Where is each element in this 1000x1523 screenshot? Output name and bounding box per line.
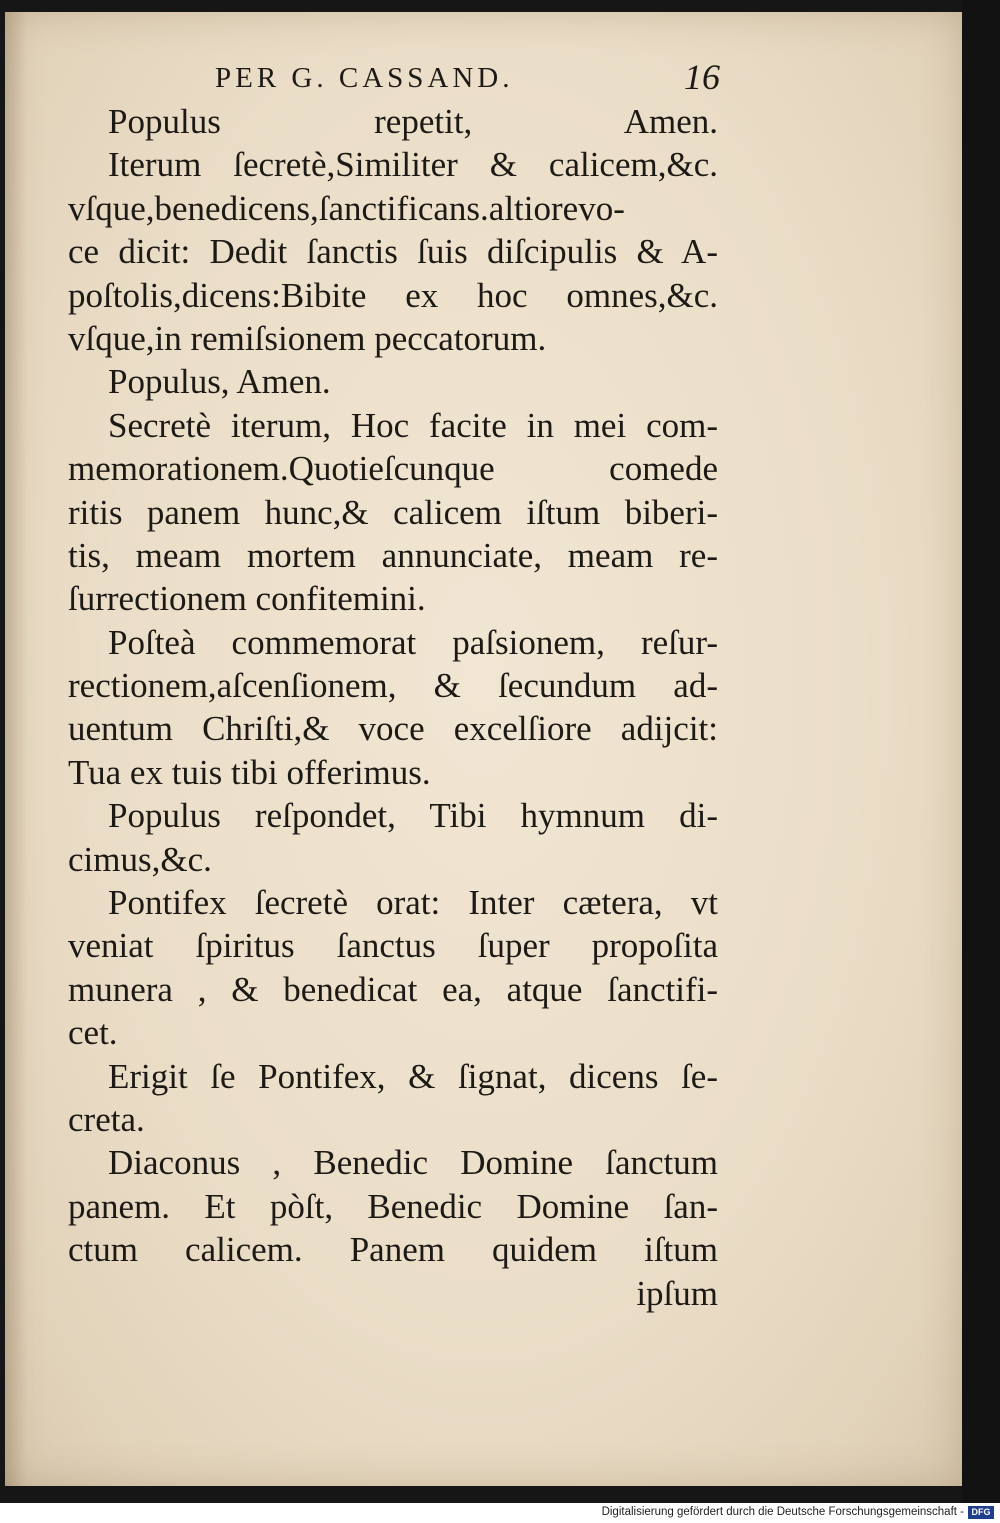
text-line: Tua ex tuis tibi offerimus. bbox=[68, 752, 431, 792]
text-line: Pontifex ſecretè orat: Inter cætera, vt bbox=[108, 883, 718, 923]
gutter-shadow bbox=[5, 12, 27, 1486]
book-edge bbox=[962, 0, 1000, 1503]
text-line: vſque,in remiſsionem peccatorum. bbox=[68, 318, 547, 358]
running-title: PER G. CASSAND. bbox=[215, 62, 514, 94]
text-line: memorationem.Quotieſcunque comede bbox=[68, 449, 718, 489]
text-line: cimus,&c. bbox=[68, 839, 212, 879]
text-line: ctum calicem. Panem quidem iſtum bbox=[68, 1230, 718, 1270]
text-line: munera , & benedicat ea, atque ſanctifi- bbox=[68, 969, 718, 1009]
text-line: cet. bbox=[68, 1013, 118, 1053]
text-line: veniat ſpiritus ſanctus ſuper propoſita bbox=[68, 926, 718, 966]
text-line: Poſteà commemorat paſsionem, reſur- bbox=[108, 622, 718, 662]
catchword: ipſum bbox=[636, 1273, 718, 1313]
digitization-credit: Digitalisierung gefördert durch die Deutsche Forschungsgemeinschaft - bbox=[601, 1506, 964, 1518]
text-line: panem. Et pòſt, Benedic Domine ſan- bbox=[68, 1186, 718, 1226]
text-line: Populus repetit, Amen. bbox=[108, 102, 718, 141]
text-line: ritis panem hunc,& calicem iſtum biberi- bbox=[68, 492, 718, 532]
text-line: uentum Chriſti,& voce excelſiore adijcit: bbox=[68, 709, 718, 749]
text-line: Diaconus , Benedic Domine ſanctum bbox=[108, 1143, 718, 1183]
text-line: poſtolis,dicens:Bibite ex hoc omnes,&c. bbox=[68, 275, 718, 315]
text-line: creta. bbox=[68, 1099, 145, 1139]
text-line: Populus, Amen. bbox=[108, 362, 331, 402]
dfg-logo: DFG bbox=[968, 1506, 994, 1519]
text-line: ce dicit: Dedit ſanctis ſuis diſcipulis & A- bbox=[68, 232, 718, 272]
body-text bbox=[68, 100, 718, 1315]
text-line: Erigit ſe Pontifex, & ſignat, dicens ſe- bbox=[108, 1056, 718, 1096]
text-line: Populus reſpondet, Tibi hymnum di- bbox=[108, 796, 718, 836]
text-line: rectionem,aſcenſionem, & ſecundum ad- bbox=[68, 666, 718, 706]
page-number: 16 bbox=[684, 57, 720, 97]
text-line: ſurrectionem confitemini. bbox=[68, 579, 426, 619]
text-line: Iterum ſecretè,Similiter & calicem,&c. bbox=[108, 145, 718, 185]
text-line: vſque,benedicens,ſanctificans.altiorevo- bbox=[68, 188, 625, 228]
text-line: Secretè iterum, Hoc facite in mei com- bbox=[108, 405, 718, 445]
text-line: tis, meam mortem annunciate, meam re- bbox=[68, 535, 718, 575]
